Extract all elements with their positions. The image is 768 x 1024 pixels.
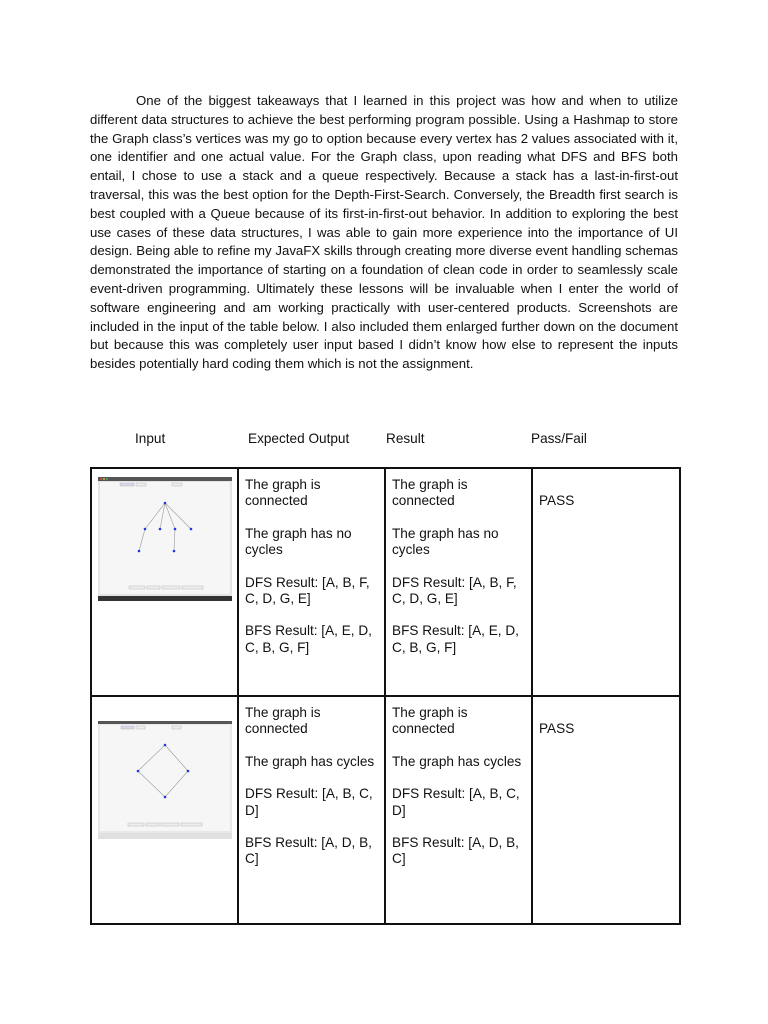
table-row	[91, 468, 680, 696]
expected-connected-text: The graph is connected	[245, 705, 321, 737]
result-bfs-text: BFS Result: [A, E, D, C, B, G, F]	[392, 623, 519, 655]
result-connected-text: The graph is connected	[392, 477, 468, 509]
header-pass-fail: Pass/Fail	[531, 431, 587, 446]
header-expected-output: Expected Output	[248, 431, 350, 446]
expected-dfs-text: DFS Result: [A, B, F, C, D, G, E]	[245, 574, 370, 607]
result-cell	[385, 696, 532, 924]
table-row	[91, 696, 680, 924]
pass-fail-cell	[532, 696, 680, 924]
reflection-paragraph: One of the biggest takeaways that I learned in this project was how and when to utilize different data structures to achieve the best performing program possible. Using a Hashmap to store the Graph class’s vertices was my go to option because every vertex has 2 values associated with it, one identifier and one actual value. For the Graph class, upon reading what DFS and BFS both entail, I chose to use a stack and a queue respectively. Because a stack has a last-in-first-out traversal, this was the best option for the Depth-First-Search. Conversely, the Breadth first search is best coupled with a Queue because of its first-in-first-out behavior. In addition to exploring the best use cases of these data structures, I was able to gain more experience into the importance of UI design. Being able to refine my JavaFX skills through creating more diverse event handling schemas demonstrated the importance of starting on a foundation of clean code in order to seamlessly scale event-driven programming. Ultimately these lessons will be invaluable when I enter the world of software engineering and am working practically with user-centered products. Screenshots are included in the input of the table below. I also included them enlarged further down on the document but because this was completely user input based I didn’t know how else to represent the inputs besides potentially hard coding them which is not the assignment.	[90, 93, 678, 372]
result-dfs-text: DFS Result: [A, B, C, D]	[392, 786, 520, 818]
expected-output-cell	[238, 468, 385, 696]
expected-connected-text: The graph is connected	[245, 477, 321, 509]
expected-cycles-text: The graph has no cycles	[245, 525, 352, 558]
result-dfs-text: DFS Result: [A, B, F, C, D, G, E]	[392, 574, 517, 607]
expected-bfs-text: BFS Result: [A, E, D, C, B, G, F]	[245, 623, 372, 655]
expected-cycles-text: The graph has cycles	[245, 753, 375, 769]
pass-fail-cell	[532, 468, 680, 696]
input-screenshot-tree-graph	[98, 477, 232, 601]
test-results-table	[90, 467, 681, 925]
expected-output-cell	[238, 696, 385, 924]
result-cycles-text: The graph has no cycles	[392, 525, 499, 558]
header-result: Result	[386, 431, 425, 446]
result-bfs-text: BFS Result: [A, D, B, C]	[392, 835, 519, 867]
input-cell	[91, 468, 238, 696]
expected-dfs-text: DFS Result: [A, B, C, D]	[245, 786, 373, 818]
header-input: Input	[135, 431, 166, 446]
result-connected-text: The graph is connected	[392, 705, 468, 737]
table-header-row	[0, 431, 768, 451]
pass-fail-status: PASS	[539, 721, 575, 736]
expected-bfs-text: BFS Result: [A, D, B, C]	[245, 835, 372, 867]
pass-fail-status: PASS	[539, 493, 575, 508]
result-cycles-text: The graph has cycles	[392, 753, 522, 769]
input-screenshot-cycle-graph	[98, 721, 232, 839]
result-cell	[385, 468, 532, 696]
input-cell	[91, 696, 238, 924]
